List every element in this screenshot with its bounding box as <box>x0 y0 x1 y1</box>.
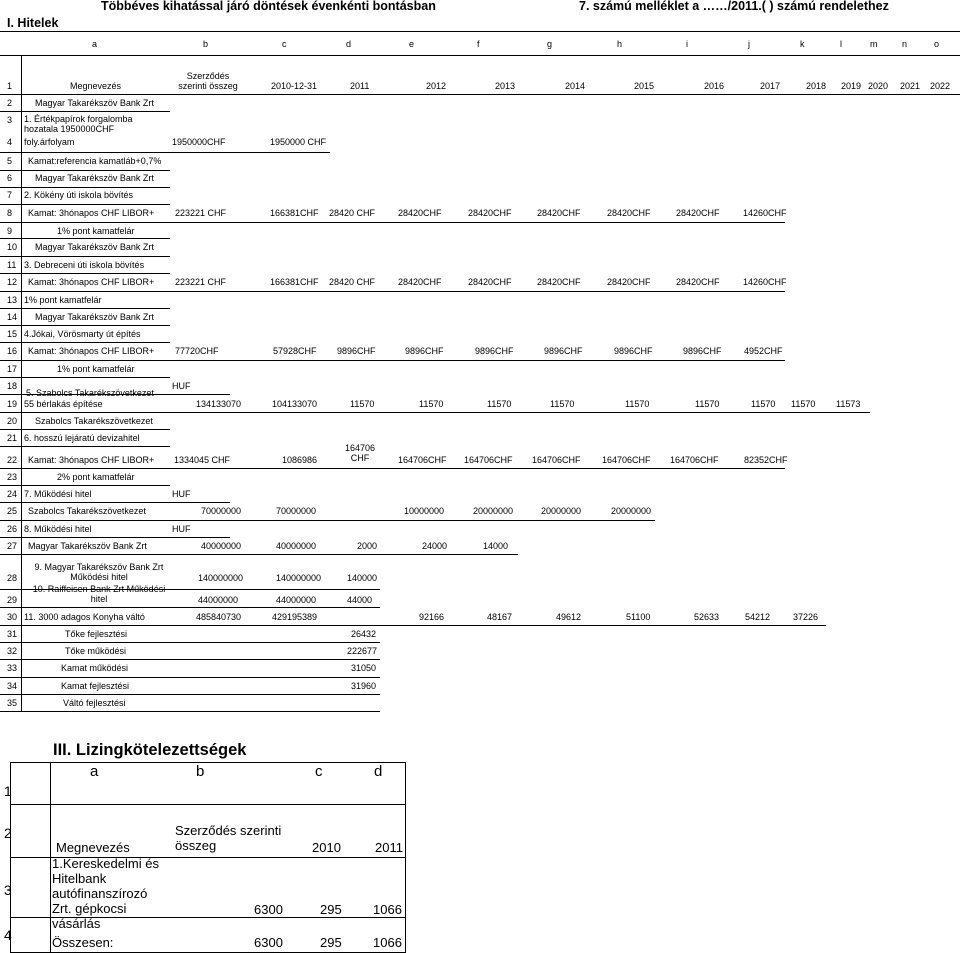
column-letter: c <box>282 39 287 49</box>
table-cell: 44000000 <box>198 595 239 605</box>
row-label: Magyar Takarékszöv Bank Zrt <box>35 173 154 183</box>
table-cell: 222677 <box>347 646 378 656</box>
column-letter: m <box>870 39 878 49</box>
row-number: 9 <box>7 226 13 236</box>
row-number: 31 <box>7 629 18 639</box>
table-cell: 14260CHF <box>743 208 787 218</box>
column-header: 2013 <box>495 81 516 91</box>
row-label: 5. Szabolcs Takarékszövetkezet <box>26 388 154 398</box>
table-cell: 14260CHF <box>743 277 787 287</box>
column-letter: h <box>617 39 623 49</box>
table-cell: 166381CHF <box>270 208 319 218</box>
table-cell: 40000000 <box>276 541 317 551</box>
column-header: 2011 <box>350 81 370 91</box>
table-cell: 164706CHF <box>670 455 719 465</box>
column-letter: l <box>840 39 842 49</box>
row-label: Kamat: 3hónapos CHF LIBOR+ <box>28 208 155 218</box>
column-letter: b <box>203 39 209 49</box>
table-cell: HUF <box>172 489 191 499</box>
row-label: Szabolcs Takarékszövetkezet <box>35 416 153 426</box>
column-header: Megnevezés <box>70 81 122 91</box>
row-number: 14 <box>7 312 18 322</box>
table-cell: 9896CHF <box>683 346 722 356</box>
table-cell: 6300 <box>254 902 283 917</box>
table-cell: 44000000 <box>276 595 317 605</box>
table-cell: 11570 <box>751 399 776 409</box>
column-header: 2018 <box>806 81 827 91</box>
table-cell: 140000000 <box>276 573 322 583</box>
row-label: Tőke fejlesztési <box>65 629 128 639</box>
column-header: Szerződés szerinti összeg <box>178 71 238 91</box>
table-cell: 49612 <box>556 612 582 622</box>
table-cell: 28420CHF <box>607 208 651 218</box>
table-cell: 28420CHF <box>607 277 651 287</box>
table-cell: 57928CHF <box>273 346 317 356</box>
column-header: 2017 <box>760 81 781 91</box>
column-letter: e <box>409 39 415 49</box>
table-cell: 1066 <box>373 935 402 950</box>
table-cell: 14000 <box>483 541 509 551</box>
table-cell: 28420CHF <box>398 277 442 287</box>
table-cell: 82352CHF <box>744 455 788 465</box>
row-label: 6. hosszú lejáratú devizahitel <box>24 433 140 443</box>
table-cell: 104133070 <box>272 399 318 409</box>
row-label: Magyar Takarékszöv Bank Zrt <box>35 98 154 108</box>
table-cell: 92166 <box>419 612 445 622</box>
row-label: Kamat: 3hónapos CHF LIBOR+ <box>28 277 155 287</box>
row-number: 3 <box>7 115 13 125</box>
row-number: 11 <box>7 260 17 270</box>
row-number: 26 <box>7 524 18 534</box>
row-number: 22 <box>7 455 18 465</box>
table-cell: 11570 <box>695 399 720 409</box>
row-number: 24 <box>7 489 18 499</box>
row-label: 2% pont kamatfelár <box>57 472 135 482</box>
column-header: 2015 <box>634 81 655 91</box>
row-number: 6 <box>7 173 13 183</box>
table-cell: 9896CHF <box>614 346 653 356</box>
row-label: 7. Működési hitel <box>24 489 92 499</box>
table-cell: 52633 <box>694 612 720 622</box>
row-number: 10 <box>7 242 18 252</box>
column-letter: a <box>90 763 99 780</box>
column-letter: i <box>686 39 688 49</box>
row-label: 1% pont kamatfelár <box>57 226 135 236</box>
column-letter: f <box>477 39 480 49</box>
table-cell: 28420CHF <box>468 208 512 218</box>
row-number: 16 <box>7 346 18 356</box>
table-cell: HUF <box>172 381 191 391</box>
table-cell: 11570 <box>487 399 512 409</box>
table-cell: 44000 <box>347 595 373 605</box>
row-number: 29 <box>7 595 18 605</box>
row-number: 12 <box>7 277 18 287</box>
row-number: 19 <box>7 399 18 409</box>
table-cell: 37226 <box>793 612 819 622</box>
row-label: 8. Működési hitel <box>24 524 92 534</box>
column-header: 2021 <box>900 81 921 91</box>
table-cell: 10000000 <box>404 506 445 516</box>
row-number: 25 <box>7 506 18 516</box>
row-number: 21 <box>7 433 18 443</box>
table-cell: 24000 <box>422 541 448 551</box>
table-cell: 28420 CHF <box>329 208 376 218</box>
row-label: 3. Debreceni úti iskola bövítés <box>24 260 145 270</box>
annex-label: 7. számú melléklet a ……/2011.( ) számú rendelethez <box>579 0 889 13</box>
row-label: Magyar Takarékszöv Bank Zrt <box>35 242 154 252</box>
row-number: 32 <box>7 646 18 656</box>
table-cell: 20000000 <box>473 506 514 516</box>
row-label: Váltó fejlesztési <box>63 698 126 708</box>
row-label: 1% pont kamatfelár <box>57 364 135 374</box>
column-header: Megnevezés <box>56 840 130 855</box>
row-number: 4 <box>4 927 12 943</box>
table-cell: 28420CHF <box>537 277 581 287</box>
table-cell: 28420 CHF <box>329 277 376 287</box>
table-cell: 485840730 <box>196 612 242 622</box>
table-cell: 70000000 <box>201 506 242 516</box>
table-cell: 2000 <box>357 541 378 551</box>
table-cell: 140000 <box>347 573 378 583</box>
table-cell: HUF <box>172 524 191 534</box>
column-header: 2012 <box>426 81 447 91</box>
row-label: Magyar Takarékszöv Bank Zrt <box>28 541 147 551</box>
row-label: Kamat: 3hónapos CHF LIBOR+ <box>28 346 155 356</box>
table-cell: 54212 <box>745 612 771 622</box>
column-letter: d <box>346 39 352 49</box>
row-label: 55 bérlakás építése <box>24 399 103 409</box>
table-cell: 70000000 <box>276 506 317 516</box>
table-cell: 28420CHF <box>398 208 442 218</box>
table-cell: 40000000 <box>201 541 242 551</box>
table-cell: 28420CHF <box>676 208 720 218</box>
row-label: Szabolcs Takarékszövetkezet <box>28 506 146 516</box>
table-cell: 31050 <box>351 663 377 673</box>
table-cell: 134133070 <box>196 399 242 409</box>
table-cell: 4952CHF <box>744 346 783 356</box>
column-header: Szerződés szerinti összeg <box>175 823 282 853</box>
table-cell: 28420CHF <box>468 277 512 287</box>
column-letter: c <box>315 763 323 780</box>
table-cell: 223221 CHF <box>175 208 227 218</box>
table-cell: 11570 <box>419 399 444 409</box>
column-header: 2016 <box>704 81 725 91</box>
table-cell: 28420CHF <box>537 208 581 218</box>
column-letter: o <box>934 39 940 49</box>
table-cell: 28420CHF <box>676 277 720 287</box>
column-header: 2019 <box>841 81 862 91</box>
row-label: foly.árfolyam <box>24 137 75 147</box>
row-number: 17 <box>7 364 18 374</box>
table-cell: 77720CHF <box>175 346 219 356</box>
table-cell: 1950000CHF <box>172 137 226 147</box>
table-cell: 1066 <box>373 902 402 917</box>
table-cell: 295 <box>320 935 342 950</box>
row-number: 4 <box>7 137 13 147</box>
table-cell: 223221 CHF <box>175 277 227 287</box>
table-cell: 11570 <box>625 399 650 409</box>
row-number: 34 <box>7 681 18 691</box>
row-number: 2 <box>7 98 13 108</box>
row-label: 1. Értékpapírok forgalomba hozatala 1950000CHF <box>24 114 133 134</box>
table-cell: 429195389 <box>272 612 318 622</box>
row-number: 2 <box>4 825 12 841</box>
table-cell: 26432 <box>351 629 377 639</box>
table-cell: 20000000 <box>611 506 652 516</box>
column-letter: j <box>748 39 750 49</box>
row-number: 27 <box>7 541 18 551</box>
table-cell: 295 <box>320 902 342 917</box>
table-cell: 164706CHF <box>398 455 447 465</box>
table-cell: 164706CHF <box>602 455 651 465</box>
row-number: 30 <box>7 612 18 622</box>
row-label: 1% pont kamatfelár <box>24 295 102 305</box>
row-label: Kamat fejlesztési <box>61 681 130 691</box>
column-letter: n <box>902 39 908 49</box>
table-cell: 9896CHF <box>544 346 583 356</box>
table-cell: 20000000 <box>541 506 582 516</box>
row-number: 5 <box>7 156 13 166</box>
table-cell: 164706CHF <box>532 455 581 465</box>
row-number: 1 <box>4 783 12 799</box>
row-label: Tőke működési <box>65 646 127 656</box>
row-label: 2. Kökény úti iskola bövítés <box>24 190 134 200</box>
page-title: Többéves kihatással járó döntések évenkénti bontásban <box>101 0 436 13</box>
table-cell: 11570 <box>350 399 375 409</box>
table-cell: 6300 <box>254 935 283 950</box>
row-label: Magyar Takarékszöv Bank Zrt <box>35 312 154 322</box>
column-letter: a <box>92 39 98 49</box>
table-cell: 164706 CHF <box>344 443 376 463</box>
row-label: Kamat:referencia kamatláb+0,7% <box>28 156 162 166</box>
table-cell: 1334045 CHF <box>174 455 231 465</box>
table-cell: 9896CHF <box>337 346 376 356</box>
row-number: 28 <box>7 573 18 583</box>
table-cell: 166381CHF <box>270 277 319 287</box>
column-header: 2011 <box>375 840 403 855</box>
row-number: 13 <box>7 295 18 305</box>
row-number: 1 <box>7 81 13 91</box>
table-cell: 9896CHF <box>475 346 514 356</box>
row-number: 15 <box>7 329 18 339</box>
row-number: 3 <box>4 882 12 898</box>
table-cell: 164706CHF <box>464 455 513 465</box>
row-label: 4.Jókai, Vörösmarty út építés <box>24 329 141 339</box>
table-cell: 51100 <box>626 612 651 622</box>
row-label: Összesen: <box>52 935 114 950</box>
column-header: 2022 <box>930 81 951 91</box>
table-cell: 11573 <box>836 399 861 409</box>
row-number: 8 <box>7 208 13 218</box>
table-cell: 48167 <box>487 612 513 622</box>
row-label: Kamat működési <box>61 663 129 673</box>
table-cell: 1950000 CHF <box>270 137 327 147</box>
row-label: 10. Raiffeisen Bank Zrt Működési hitel <box>32 584 166 604</box>
table-cell: 140000000 <box>198 573 244 583</box>
row-label: 1.Kereskedelmi és Hitelbank autófinanszírozó Zrt. gépkocsi vásárlás <box>52 856 159 931</box>
row-number: 18 <box>7 381 18 391</box>
column-letter: d <box>374 763 383 780</box>
column-header: 2014 <box>565 81 586 91</box>
row-number: 35 <box>7 698 18 708</box>
row-label: Kamat: 3hónapos CHF LIBOR+ <box>28 455 155 465</box>
row-label: 9. Magyar Takarékszöv Bank Zrt Működési hitel <box>34 562 164 582</box>
row-number: 20 <box>7 416 18 426</box>
column-letter: g <box>547 39 553 49</box>
row-label: 11. 3000 adagos Konyha váltó <box>24 612 145 622</box>
table-cell: 11570 <box>550 399 575 409</box>
table-cell: 9896CHF <box>405 346 444 356</box>
row-number: 7 <box>7 190 13 200</box>
column-header: 2010 <box>312 840 341 855</box>
row-number: 33 <box>7 663 18 673</box>
table-cell: 31960 <box>351 681 377 691</box>
table-cell: 11570 <box>791 399 816 409</box>
column-header: 2020 <box>868 81 889 91</box>
column-header: 2010-12-31 <box>271 81 318 91</box>
table-cell: 1086986 <box>282 455 318 465</box>
column-letter: b <box>196 763 205 780</box>
row-number: 23 <box>7 472 18 482</box>
column-letter: k <box>800 39 805 49</box>
section-title-hitelek: I. Hitelek <box>7 16 59 30</box>
lizing-section-title: III. Lizingkötelezettségek <box>53 741 247 759</box>
